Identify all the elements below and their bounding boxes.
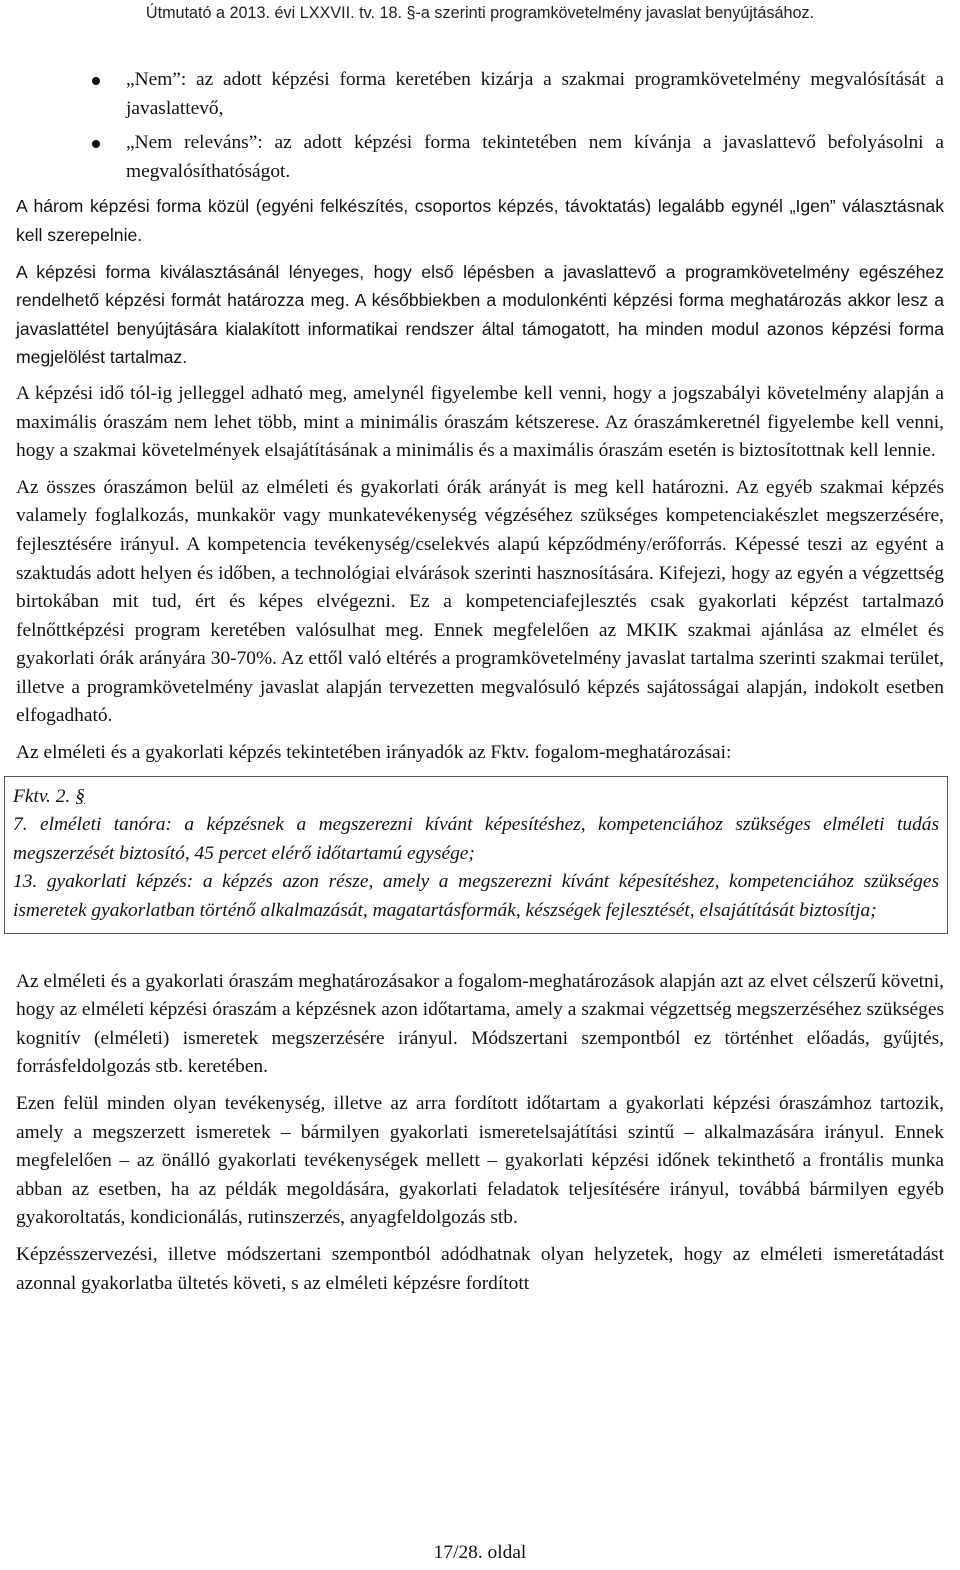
list-item — [16, 129, 944, 186]
section-link[interactable]: § — [75, 785, 85, 807]
bullet-icon — [92, 77, 100, 85]
paragraph-training-forms: A három képzési forma közül (egyéni felkészítés, csoportos képzés, távoktatás) legalább egynél „Igen” választásnak kell szerepelnie. — [16, 196, 944, 245]
quote-reference — [13, 783, 939, 812]
quote-reference-prefix: Fktv. 2. — [13, 785, 76, 807]
page-header: Útmutató a 2013. évi LXXVII. tv. 18. §-a szerinti programkövetelmény javaslat benyújtásához. — [145, 4, 815, 22]
paragraph-form-selection: A képzési forma kiválasztásánál lényeges, hogy első lépésben a javaslattevő a programkövetelmény egészéhez rendelhető képzési formát határozza meg. A későbbiekben a modulonkénti képzési forma meghatározás akkor lesz a javaslattétel benyújtására kialakított informatikai rendszer által támogatott, ha minden modul azonos képzési forma megjelölést tartalmaz. — [16, 261, 944, 368]
paragraph-organization: Képzésszervezési, illetve módszertani szempontból adódhatnak olyan helyzetek, hogy az elméleti ismeretátadást azonnal gyakorlatba ültetés követi, s az elméleti képzésre fordított — [16, 1243, 944, 1294]
option-bullet-list — [16, 66, 944, 186]
bullet-icon — [92, 140, 100, 148]
paragraph-hour-ratio: Az összes óraszámon belül az elméleti és gyakorlati órák arányát is meg kell határozni. Az egyéb szakmai képzés valamely foglalkozás, munkakör vagy munkatevékenység végzéséhez szükséges kompetenciakészlet megszerzésére, fejlesztésére irányul. A kompetencia tevékenység/cselekvés alapú képződmény/erőforrás. Képessé teszi az egyént a szaktudás adott helyen és időben, a technológiai elvárások szerinti hasznosítására. Kifejezi, hogy az egyén a végzettség birtokában mit tud, ért és képes elvégezni. Ez a kompetenciafejlesztés csak gyakorlati képzést tartalmazó felnőttképzési program keretében valósulhat meg. Ennek megfelelően az MKIK szakmai ajánlása az elmélet és gyakorlati órák arányára 30-70%. Az ettől való eltérés a programkövetelmény javaslat tartalma szerinti szakmai terület, illetve a programkövetelmény javaslat alapján tervezetten megvalósuló képzés sajátosságai alapján, indokolt esetben elfogadható. — [16, 476, 944, 727]
page-content — [13, 66, 944, 1306]
list-item — [16, 66, 944, 123]
paragraph-hour-determination: Az elméleti és a gyakorlati óraszám meghatározásakor a fogalom-meghatározások alapján azt az elvet célszerű követni, hogy az elméleti képzési óraszám a képzésnek azon időtartama, amely a szakmai végzettség megszerzéséhez szükséges kognitív (elméleti) ismeretek megszerzésére irányul. Módszertani szempontból ez történhet előadás, gyűjtés, forrásfeldolgozás stb. keretében. — [16, 970, 944, 1078]
legal-quote-box — [4, 776, 948, 934]
page-number: 17/28. oldal — [433, 1542, 527, 1563]
paragraph-definitions-intro: Az elméleti és a gyakorlati képzés tekintetében irányadók az Fktv. fogalom-meghatározásai: — [16, 742, 732, 764]
bullet-text: „Nem”: az adott képzési forma keretében kizárja a szakmai programkövetelmény megvalósítását a javaslattevő, — [126, 69, 944, 119]
quote-definition-practice: 13. gyakorlati képzés: a képzés azon része, amely a megszerezni kívánt képesítéshez, kompetenciához szükséges ismeretek gyakorlatban történő alkalmazását, magatartásformák, készségek fejlesztését, elsajátítását biztosítja; — [13, 871, 939, 922]
quote-definition-theory: 7. elméleti tanóra: a képzésnek a megszerezni kívánt képesítéshez, kompetenciához szükséges elméleti tudás megszerzését biztosító, 45 percet elérő időtartamú egysége; — [13, 814, 939, 864]
bullet-text: „Nem releváns”: az adott képzési forma tekintetében nem kívánja a javaslattevő befolyásolni a megvalósíthatóságot. — [126, 132, 944, 182]
paragraph-practical-activities: Ezen felül minden olyan tevékenység, illetve az arra fordított időtartam a gyakorlati képzési óraszámhoz tartozik, amely a megszerzett ismeretek – bármilyen gyakorlati ismeretelsajátítási szintű – alkalmazására irányul. Ennek megfelelően – az önálló gyakorlati tevékenységek mellett – gyakorlati képzési időnek tekinthető a frontális munka abban az esetben, ha az példák megoldására, gyakorlati feladatok teljesítésére irányul, továbbá bármilyen egyéb gyakoroltatás, kondicionálás, rutinszerzés, anyagfeldolgozás stb. — [16, 1093, 944, 1229]
paragraph-training-time: A képzési idő tól-ig jelleggel adható meg, amelynél figyelembe kell venni, hogy a jogszabályi követelmény alapján a maximális óraszám nem lehet több, mint a minimális óraszám kétszerese. Az óraszámkeretnél figyelembe kell venni, hogy a szakmai követelmények elsajátításának a minimális és a maximális óraszám esetén is biztosítottnak kell lennie. — [16, 382, 944, 462]
